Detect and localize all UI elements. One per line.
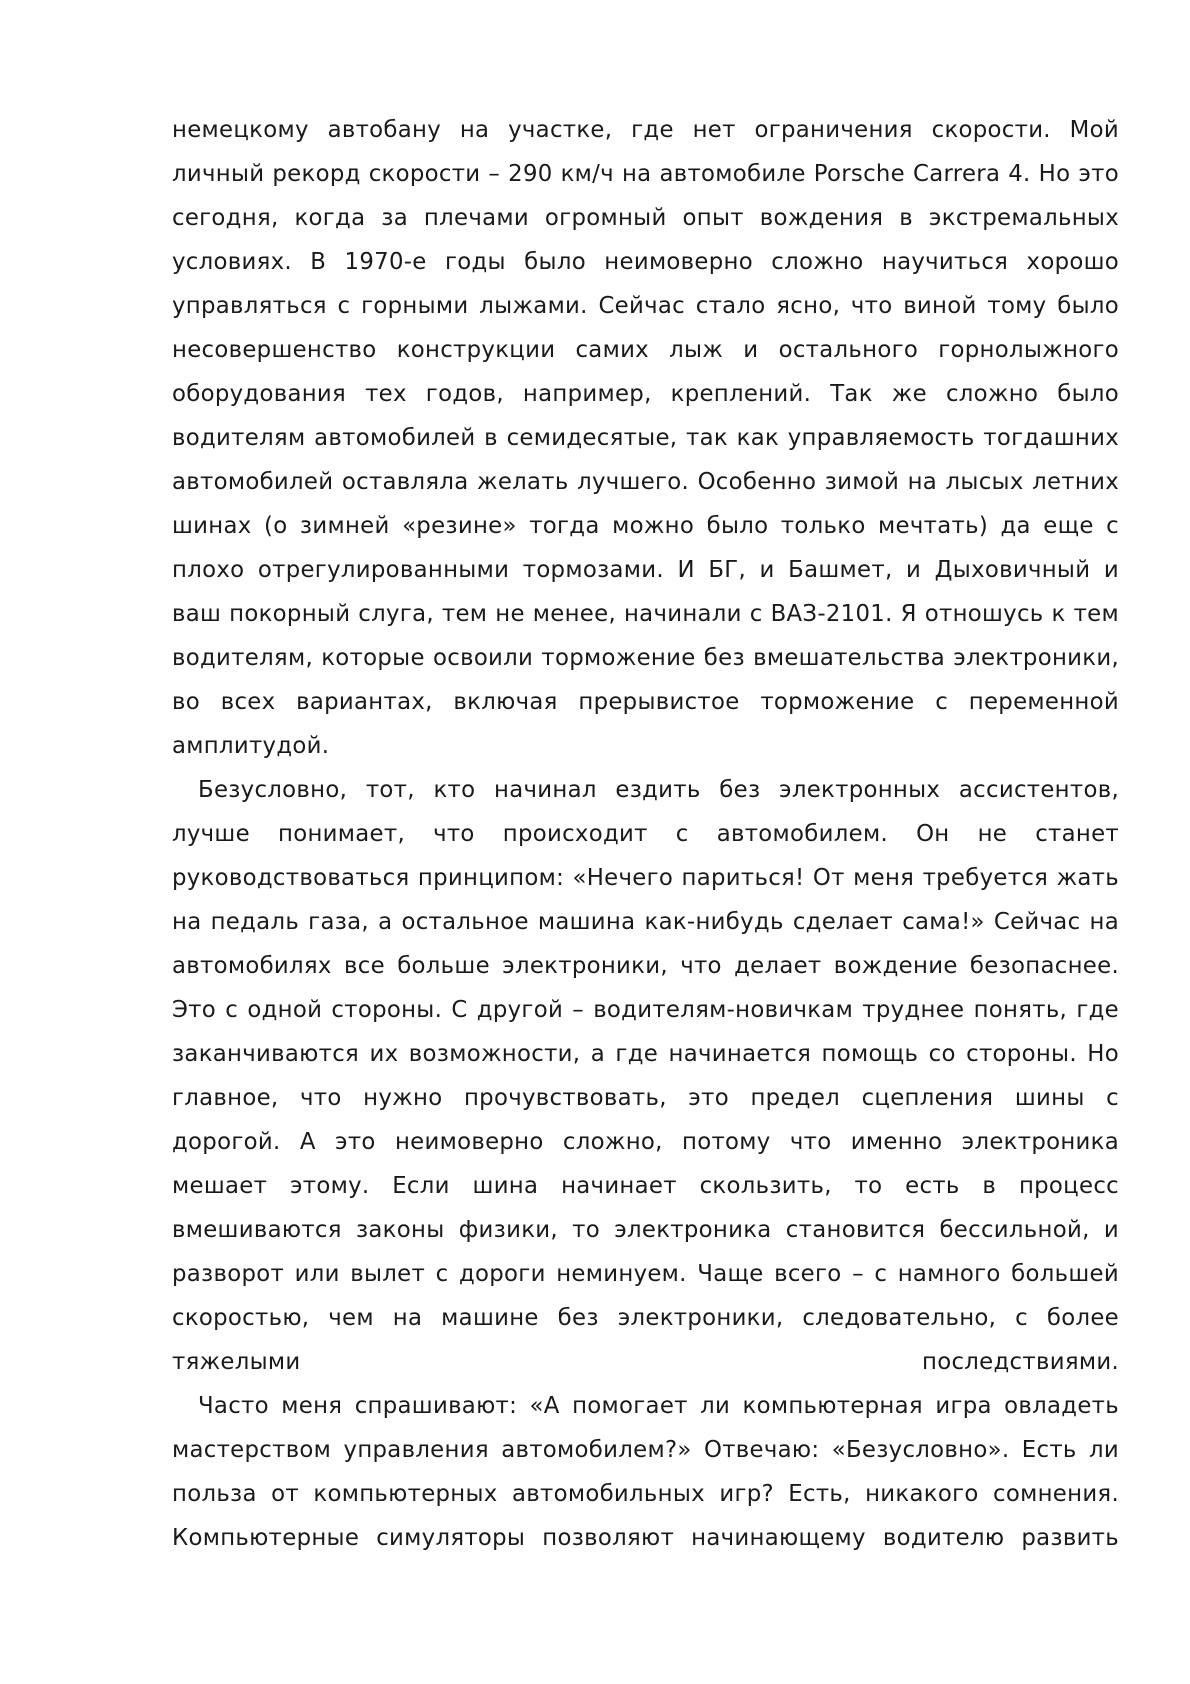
document-body (172, 108, 1119, 1560)
paragraph-1: немецкому автобану на участке, где нет ограничения скорости. Мой личный рекорд скорости – 290 км/ч на автомобиле Porsche Carrera 4. Но это сегодня, когда за плечами огромный опыт вождения в экстремальных условиях. В 1970-е годы было неимоверно сложно научиться хорошо управляться с горными лыжами. Сейчас стало ясно, что виной тому было несовершенство конструкции самих лыж и остального горнолыжного оборудования тех годов, например, креплений. Так же сложно было водителям автомобилей в семидесятые, так как управляемость тогдашних автомобилей оставляла желать лучшего. Особенно зимой на лысых летних шинах (о зимней «резине» тогда можно было только мечтать) да еще с плохо отрегулированными тормозами. И БГ, и Башмет, и Дыховичный и ваш покорный слуга, тем не менее, начинали с ВАЗ-2101. Я отношусь к тем водителям, которые освоили торможение без вмешательства электроники, во всех вариантах, включая прерывистое торможение с переменной амплитудой. (172, 117, 1119, 759)
paragraph-2: Безусловно, тот, кто начинал ездить без электронных ассистентов, лучше понимает, что происходит с автомобилем. Он не станет руководствоваться принципом: «Нечего париться! От меня требуется жать на педаль газа, а остальное машина как-нибудь сделает сама!» Сейчас на автомобилях все больше электроники, что делает вождение безопаснее. Это с одной стороны. С другой – водителям-новичкам труднее понять, где заканчиваются их возможности, а где начинается помощь со стороны. Но главное, что нужно прочувствовать, это предел сцепления шины с дорогой. А это неимоверно сложно, потому что именно электроника мешает этому. Если шина начинает скользить, то есть в процесс вмешиваются законы физики, то электроника становится бессильной, и разворот или вылет с дороги неминуем. Чаще всего – с намного большей скоростью, чем на машине без электроники, следовательно, с более тяжелыми последствиями. (172, 777, 1119, 1375)
paragraph-3: Часто меня спрашивают: «А помогает ли компьютерная игра овладеть мастерством управления автомобилем?» Отвечаю: «Безусловно». Есть ли польза от компьютерных автомобильных игр? Есть, никакого сомнения. Компьютерные симуляторы позволяют начинающему водителю развить (172, 1393, 1119, 1551)
